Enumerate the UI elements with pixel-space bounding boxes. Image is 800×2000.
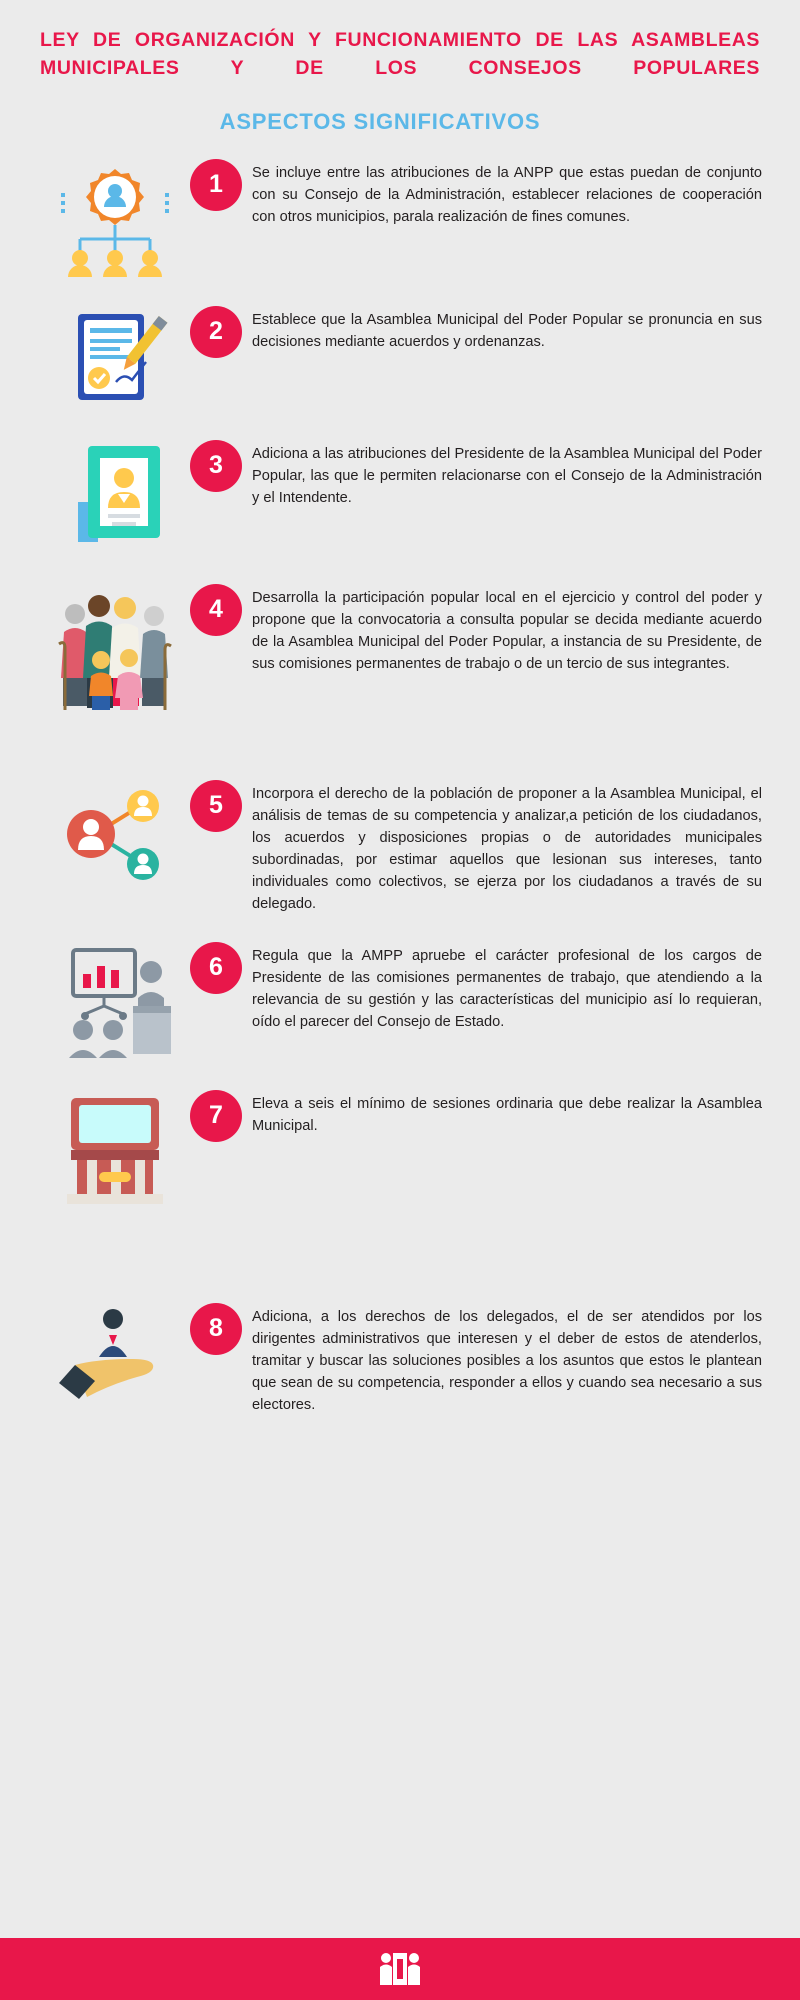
share-network-icon (55, 782, 175, 892)
podium-screen-icon (55, 1092, 175, 1207)
header (0, 0, 800, 135)
item-text: Incorpora el derecho de la población de proponer a la Asamblea Municipal, el análisis de temas de su competencia y analizar,a petición de los ciudadanos, los acuerdos y disposiciones propias o de autoridades municipales subordinadas, por estimar aquellos que lesionan sus intereses, tanto individuales como colectivos, se ejerza por los ciudadanos a través de su delegado. (252, 785, 762, 913)
hand-person-icon (55, 1305, 175, 1405)
icon-container (40, 1088, 190, 1207)
id-card-icon (60, 442, 170, 550)
icon-container (40, 1301, 190, 1405)
icon-container (40, 157, 190, 286)
icon-container (40, 438, 190, 550)
item-number-badge: 8 (190, 1303, 242, 1355)
item-text: Desarrolla la participación popular local en el ejercicio y control del poder y propone que la convocatoria a consulta popular se decida mediante acuerdo de la Asamblea Municipal del Poder Popular, a instancia de su Presidente, de sus comisiones permanentes de trabajo o de un tercio de sus integrantes. (252, 589, 762, 673)
list-item (0, 157, 800, 286)
page-subtitle: ASPECTOS SIGNIFICATIVOS (219, 108, 541, 134)
list-item (0, 304, 800, 408)
gear-people-icon (55, 161, 175, 286)
items-list (0, 157, 800, 1417)
list-item (0, 778, 800, 916)
item-text: Eleva a seis el mínimo de sesiones ordinaria que debe realizar la Asamblea Municipal. (252, 1095, 762, 1134)
page-title: LEY DE ORGANIZACIÓN Y FUNCIONAMIENTO DE LAS ASAMBLEAS MUNICIPALES Y DE LOS CONSEJOS POPULARES (40, 29, 760, 80)
list-item (0, 1088, 800, 1207)
list-item (0, 438, 800, 550)
item-text: Establece que la Asamblea Municipal del Poder Popular se pronuncia en sus decisiones mediante acuerdos y ordenanzas. (252, 311, 762, 350)
item-text: Se incluye entre las atribuciones de la ANPP que estas puedan de conjunto con su Consejo de la Administración, establecer relaciones de cooperación con otros municipios, parala realización de fines comunes. (252, 164, 762, 225)
document-pen-icon (60, 308, 170, 408)
people-logo-icon (377, 1949, 423, 1989)
icon-container (40, 304, 190, 408)
family-group-icon (53, 586, 178, 716)
icon-container (40, 778, 190, 892)
item-number-badge: 5 (190, 780, 242, 832)
list-item (0, 940, 800, 1064)
item-number-badge: 1 (190, 159, 242, 211)
item-text: Adiciona, a los derechos de los delegados, el de ser atendidos por los dirigentes administrativos que interesen y el deber de estos de atenderlos, tramitar y buscar las soluciones posibles a los asuntos que estos le plantean que sean de su competencia, responder a ellos y cuando sea necesario a sus electores. (252, 1308, 762, 1414)
item-number-badge: 2 (190, 306, 242, 358)
icon-container (40, 582, 190, 716)
icon-container (40, 940, 190, 1064)
item-text: Adiciona a las atribuciones del Presidente de la Asamblea Municipal del Poder Popular, las que le permiten relacionarse con el Consejo de la Administración y el Intendente. (252, 445, 762, 506)
item-text: Regula que la AMPP apruebe el carácter profesional de los cargos de Presidente de las comisiones permanentes de trabajo, que atendiendo a la relevancia de su gestión y las características del municipio así lo requieran, oído el parecer del Consejo de Estado. (252, 947, 762, 1031)
list-item (0, 582, 800, 716)
item-number-badge: 7 (190, 1090, 242, 1142)
footer (0, 1938, 800, 2000)
item-number-badge: 3 (190, 440, 242, 492)
presentation-audience-icon (55, 944, 175, 1064)
item-number-badge: 4 (190, 584, 242, 636)
list-item (0, 1301, 800, 1417)
item-number-badge: 6 (190, 942, 242, 994)
